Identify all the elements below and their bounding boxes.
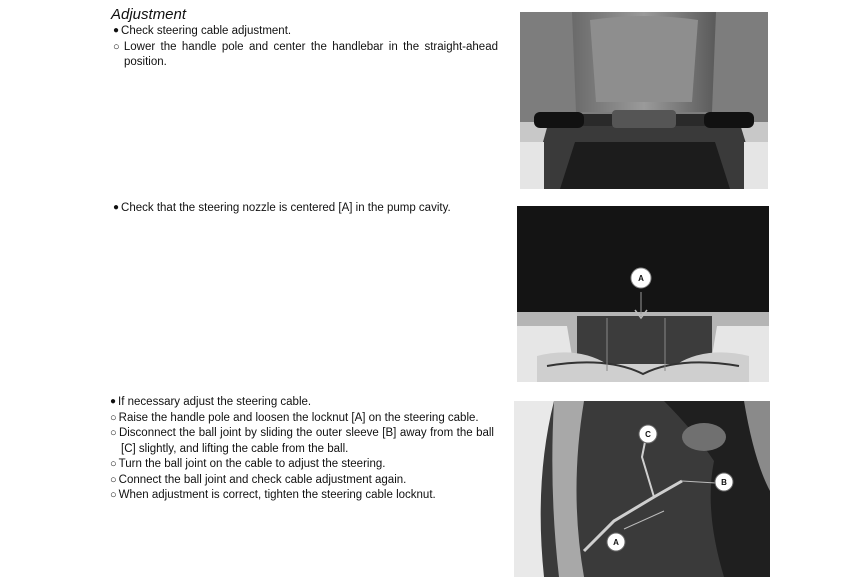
section-1-text xyxy=(113,24,498,71)
svg-text:B: B xyxy=(721,478,727,487)
step-turn-ball-joint: ○ Turn the ball joint on the cable to adjust the steering. xyxy=(110,457,494,473)
section-2-text xyxy=(113,201,498,217)
step-check-cable: ● Check steering cable adjustment. xyxy=(113,24,498,40)
callout-a-photo2 xyxy=(631,268,651,288)
step-connect-ball-joint: ○ Connect the ball joint and check cable adjustment again. xyxy=(110,473,494,489)
svg-text:A: A xyxy=(613,538,619,547)
callout-a-photo3 xyxy=(607,533,625,551)
step-check-nozzle: ● Check that the steering nozzle is centered [A] in the pump cavity. xyxy=(113,201,498,217)
svg-text:C: C xyxy=(645,430,651,439)
callout-b-photo3 xyxy=(715,473,733,491)
step-raise-handle: ○ Raise the handle pole and loosen the locknut [A] on the steering cable. xyxy=(110,411,494,427)
step-lower-handle: ○ Lower the handle pole and center the handlebar in the straight-ahead position. xyxy=(113,40,498,71)
step-tighten-locknut: ○ When adjustment is correct, tighten the steering cable locknut. xyxy=(110,488,494,504)
page-margin xyxy=(854,0,864,588)
section-heading: Adjustment xyxy=(111,6,187,23)
callout-c-photo3 xyxy=(639,425,657,443)
step-disconnect-ball-joint: ○ Disconnect the ball joint by sliding the outer sleeve [B] away from the ball [C] slightly, and lifting the cable from the ball. xyxy=(110,426,494,457)
photo-steering-nozzle xyxy=(517,206,769,382)
photo-ball-joint xyxy=(514,401,770,577)
step-adjust-cable: ● If necessary adjust the steering cable. xyxy=(110,395,494,411)
photo-handlebar xyxy=(520,12,768,189)
svg-text:A: A xyxy=(638,274,644,283)
section-3-text xyxy=(110,395,494,504)
